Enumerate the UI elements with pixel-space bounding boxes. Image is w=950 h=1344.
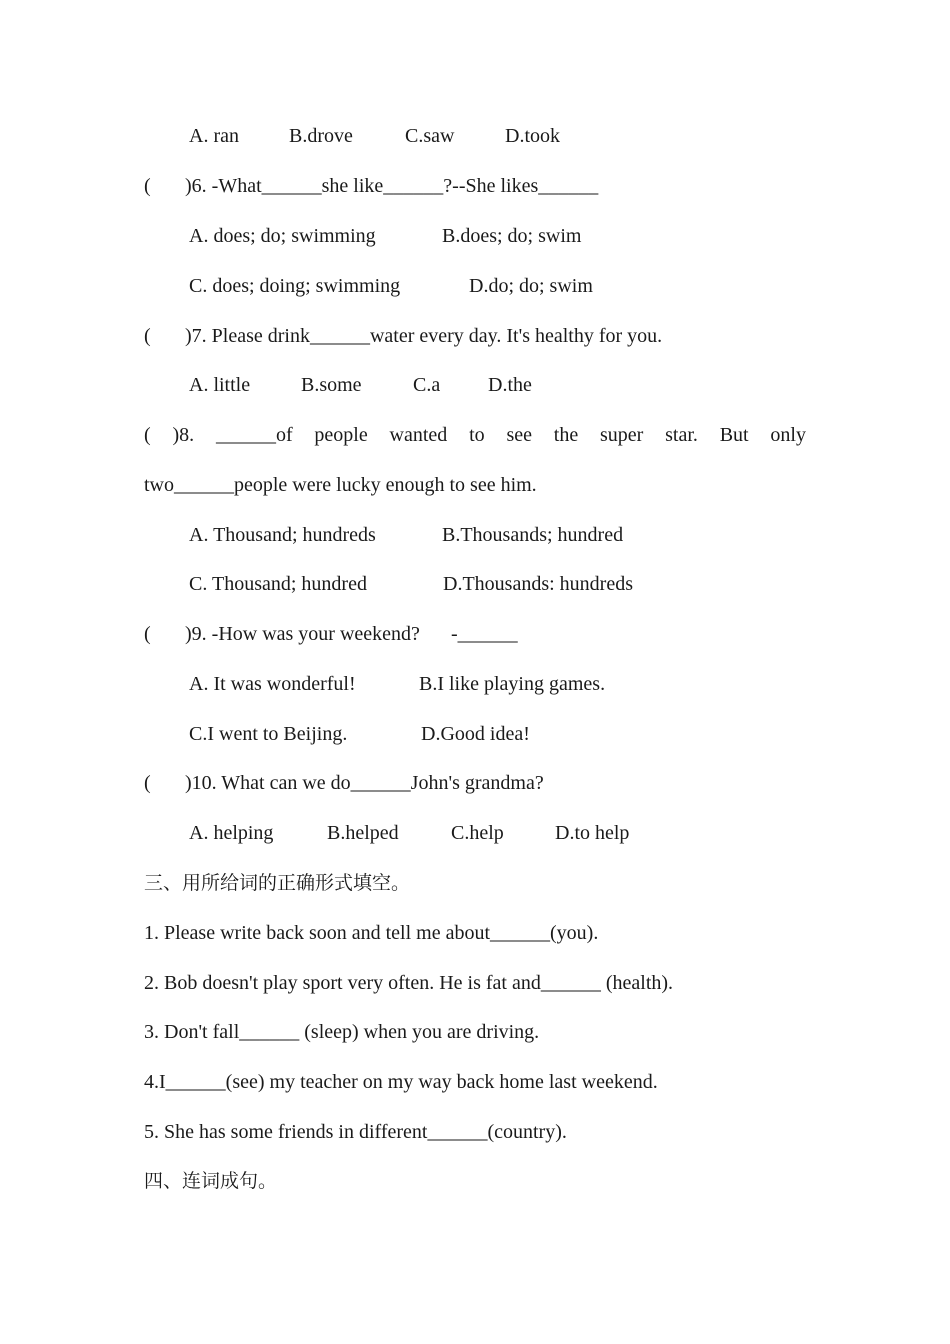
q8-option-a: A. Thousand; hundreds <box>189 524 376 546</box>
q8-word: the <box>553 424 579 446</box>
q8-continuation: two______people were lucky enough to see him. <box>144 474 537 496</box>
section3-item-5: 5. She has some friends in different______(country). <box>144 1121 567 1143</box>
q6-option-a: A. does; do; swimming <box>189 225 376 247</box>
section3-item-1: 1. Please write back soon and tell me about______(you). <box>144 922 599 944</box>
q10-option-a: A. helping <box>189 822 274 844</box>
q8-option-c: C. Thousand; hundred <box>189 573 367 595</box>
section3-item-2: 2. Bob doesn't play sport very often. He is fat and______ (health). <box>144 972 674 994</box>
q9-options-row1 <box>189 669 806 699</box>
q5-option-a: A. ran <box>189 125 239 147</box>
q10-option-b: B.helped <box>327 822 399 844</box>
q10-paren: ( <box>144 772 151 794</box>
q8-word: star. <box>665 424 698 446</box>
q8-word: only <box>770 424 806 446</box>
q6-stem-line <box>144 171 806 201</box>
q9-option-d: D.Good idea! <box>421 723 530 745</box>
q8-options-row1 <box>189 520 806 550</box>
q8-stem-line <box>144 420 806 450</box>
q7-options <box>189 370 806 400</box>
q9-options-row2 <box>189 719 806 749</box>
q10-stem: )10. What can we do______John's grandma? <box>185 772 544 794</box>
q5-options <box>189 121 806 151</box>
q8-word: people <box>314 424 368 446</box>
q7-option-c: C.a <box>413 374 441 396</box>
q8-paren: ( <box>144 424 151 446</box>
q10-options <box>189 818 806 848</box>
q6-option-c: C. does; doing; swimming <box>189 275 401 297</box>
section4-title: 四、连词成句。 <box>144 1170 278 1192</box>
q8-option-d: D.Thousands: hundreds <box>443 573 633 595</box>
q6-option-b: B.does; do; swim <box>442 225 582 247</box>
q7-option-d: D.the <box>488 374 532 396</box>
q6-options-row2 <box>189 271 806 301</box>
q7-stem-line <box>144 321 806 351</box>
q6-stem: )6. -What______she like______?--She likes______ <box>185 175 599 197</box>
q7-stem: )7. Please drink______water every day. It's healthy for you. <box>185 325 663 347</box>
q8-word: ______of <box>215 424 293 446</box>
q9-answer-blank: -______ <box>451 623 518 645</box>
q5-option-c: C.saw <box>405 125 455 147</box>
q10-stem-line <box>144 768 806 798</box>
q9-stem-line <box>144 619 806 649</box>
q9-paren: ( <box>144 623 151 645</box>
q9-option-a: A. It was wonderful! <box>189 673 356 695</box>
q7-paren: ( <box>144 325 151 347</box>
q6-option-d: D.do; do; swim <box>469 275 593 297</box>
q8-word: wanted <box>389 424 448 446</box>
q8-word: )8. <box>172 424 195 446</box>
q8-word: super <box>600 424 644 446</box>
q7-option-b: B.some <box>301 374 362 396</box>
q9-option-b: B.I like playing games. <box>419 673 606 695</box>
q10-option-c: C.help <box>451 822 504 844</box>
q7-option-a: A. little <box>189 374 251 396</box>
q9-stem: )9. -How was your weekend? <box>185 623 420 645</box>
q8-word: But <box>719 424 749 446</box>
q6-paren: ( <box>144 175 151 197</box>
q6-options-row1 <box>189 221 806 251</box>
q8-word: see <box>506 424 532 446</box>
section3-item-4: 4.I______(see) my teacher on my way back home last weekend. <box>144 1071 658 1093</box>
q10-option-d: D.to help <box>555 822 630 844</box>
q9-option-c: C.I went to Beijing. <box>189 723 348 745</box>
q5-option-d: D.took <box>505 125 560 147</box>
q8-option-b: B.Thousands; hundred <box>442 524 624 546</box>
q8-options-row2 <box>189 569 806 599</box>
section3-title: 三、用所给词的正确形式填空。 <box>144 872 411 894</box>
section3-item-3: 3. Don't fall______ (sleep) when you are driving. <box>144 1021 540 1043</box>
q8-word: to <box>469 424 485 446</box>
q5-option-b: B.drove <box>289 125 353 147</box>
